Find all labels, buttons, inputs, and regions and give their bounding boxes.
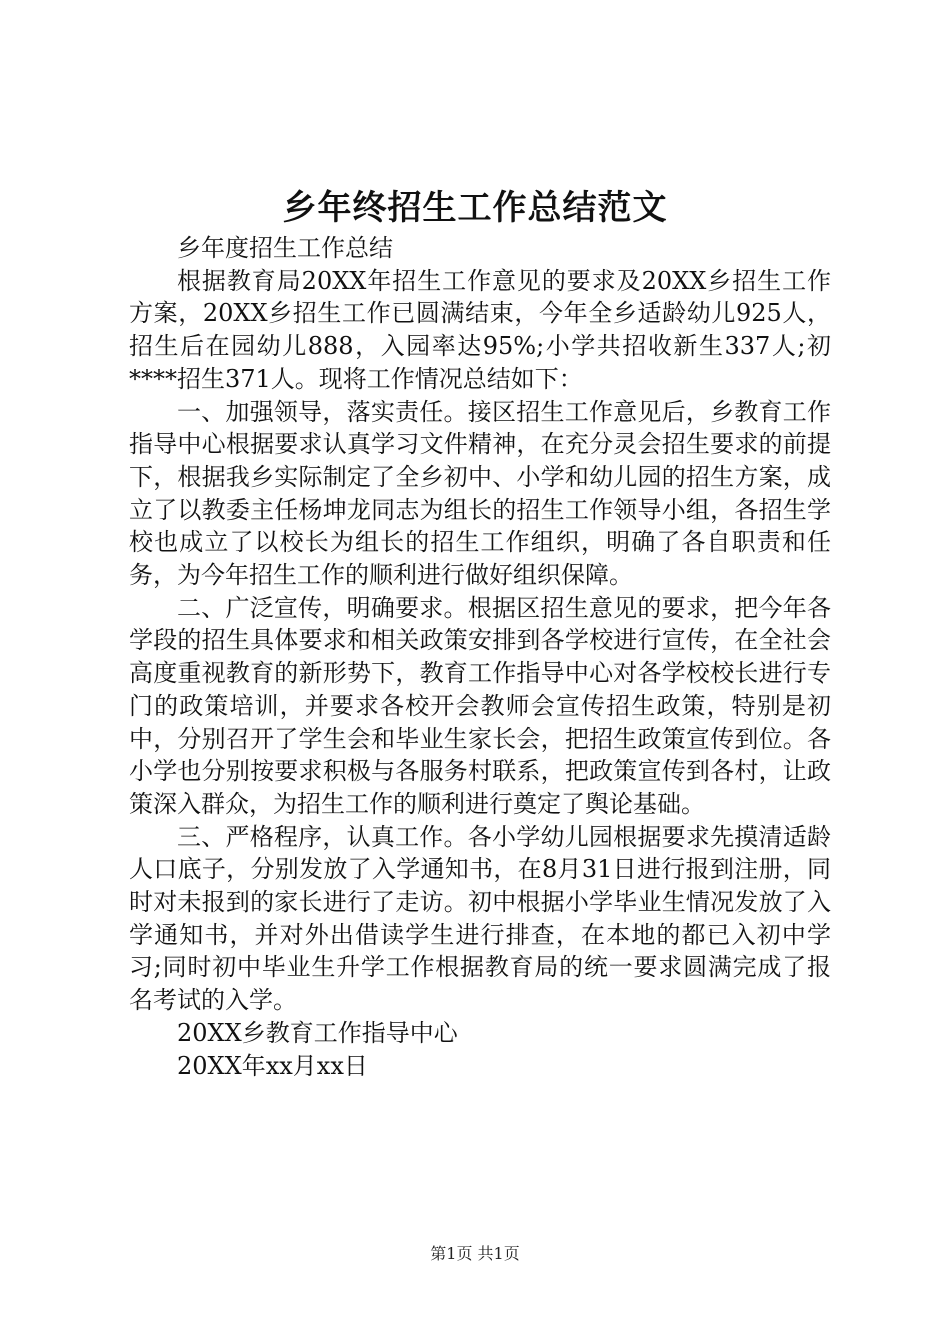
document-body — [129, 232, 831, 1082]
paragraph-leadership: 一、加强领导，落实责任。接区招生工作意见后，乡教育工作指导中心根据要求认真学习文件精神，在充分灵会招生要求的前提下，根据我乡实际制定了全乡初中、小学和幼儿园的招生方案，成立了以教委主任杨坤龙同志为组长的招生工作领导小组，各招生学校也成立了以校长为组长的招生工作组织，明确了各自职责和任务，为今年招生工作的顺利进行做好组织保障。 — [129, 397, 831, 590]
signature-date: 20XX年xx月xx日 — [177, 1051, 368, 1080]
intro-paragraph: 根据教育局20XX年招生工作意见的要求及20XX乡招生工作方案，20XX乡招生工作已圆满结束，今年全乡适龄幼儿925人，招生后在园幼儿888，入园率达95%;小学共招收新生337人;初****招生371人。现将工作情况总结如下： — [129, 266, 831, 393]
document-title: 乡年终招生工作总结范文 — [282, 188, 668, 228]
section-heading: 乡年度招生工作总结 — [177, 234, 393, 262]
paragraph-procedure: 三、严格程序，认真工作。各小学幼儿园根据要求先摸清适龄人口底子，分别发放了入学通知书，在8月31日进行报到注册，同时对未报到的家长进行了走访。初中根据小学毕业生情况发放了入学通知书，并对外出借读学生进行排查，在本地的都已入初中学习;同时初中毕业生升学工作根据教育局的统一要求圆满完成了报名考试的入学。 — [129, 822, 831, 1015]
page-number: 第1页 共1页 — [430, 1244, 520, 1263]
paragraph-publicity: 二、广泛宣传，明确要求。根据区招生意见的要求，把今年各学段的招生具体要求和相关政策安排到各学校进行宣传，在全社会高度重视教育的新形势下，教育工作指导中心对各学校校长进行专门的政策培训，并要求各校开会教师会宣传招生政策，特别是初中，分别召开了学生会和毕业生家长会，把招生政策宣传到位。各小学也分别按要求积极与各服务村联系，把政策宣传到各村，让政策深入群众，为招生工作的顺利进行奠定了舆论基础。 — [129, 593, 831, 818]
signature-organization: 20XX乡教育工作指导中心 — [177, 1018, 458, 1047]
